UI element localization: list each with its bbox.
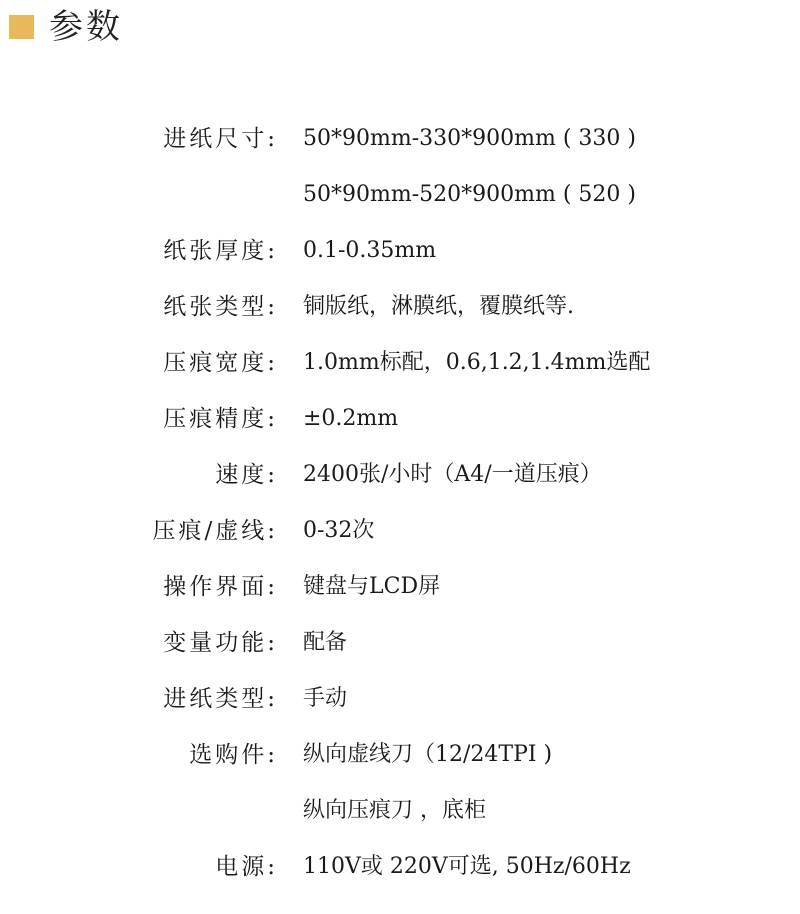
spec-row <box>0 224 800 280</box>
spec-value: 50*90mm-520*900mm ( 520 ) <box>303 182 636 207</box>
section-title: 参数 <box>49 7 123 47</box>
spec-value: 配备 <box>303 630 348 655</box>
spec-row <box>0 336 800 392</box>
spec-value: 110V或 220V可选, 50Hz/60Hz <box>303 854 631 879</box>
spec-row <box>0 448 800 504</box>
spec-row <box>0 728 800 784</box>
spec-label: 纸张厚度: <box>163 238 278 264</box>
spec-label: 进纸类型: <box>163 686 278 712</box>
spec-value: 0-32次 <box>303 518 375 543</box>
spec-row <box>0 560 800 616</box>
spec-value: 纵向压痕刀 ，底柜 <box>303 798 486 823</box>
spec-value: 铜版纸，淋膜纸，覆膜纸等. <box>303 294 574 319</box>
accent-square-icon <box>9 15 34 39</box>
spec-value: 1.0mm标配，0.6,1.2,1.4mm选配 <box>303 350 651 375</box>
spec-label: 电源: <box>215 854 278 880</box>
spec-row <box>0 504 800 560</box>
spec-label: 进纸尺寸: <box>163 126 278 152</box>
section-header <box>9 7 123 47</box>
spec-row <box>0 280 800 336</box>
spec-label: 速度: <box>215 462 278 488</box>
spec-value: ±0.2mm <box>303 406 399 431</box>
spec-value: 手动 <box>303 686 348 711</box>
spec-row <box>0 616 800 672</box>
spec-value: 2400张/小时（A4/一道压痕） <box>303 462 602 487</box>
spec-label: 选购件: <box>189 742 278 768</box>
spec-row <box>0 840 800 896</box>
spec-label: 操作界面: <box>163 574 278 600</box>
spec-label: 变量功能: <box>163 630 278 656</box>
spec-list <box>0 112 800 896</box>
spec-value: 0.1-0.35mm <box>303 238 437 263</box>
spec-label: 压痕精度: <box>163 406 278 432</box>
spec-row <box>0 168 800 224</box>
spec-row <box>0 672 800 728</box>
spec-label: 压痕宽度: <box>163 350 278 376</box>
spec-row <box>0 392 800 448</box>
spec-row <box>0 112 800 168</box>
spec-value: 纵向虚线刀（12/24TPI ) <box>303 742 553 767</box>
spec-value: 50*90mm-330*900mm ( 330 ) <box>303 126 636 151</box>
spec-row <box>0 784 800 840</box>
spec-label: 压痕/虚线: <box>152 518 278 544</box>
spec-label: 纸张类型: <box>163 294 278 320</box>
spec-value: 键盘与LCD屏 <box>303 574 441 599</box>
